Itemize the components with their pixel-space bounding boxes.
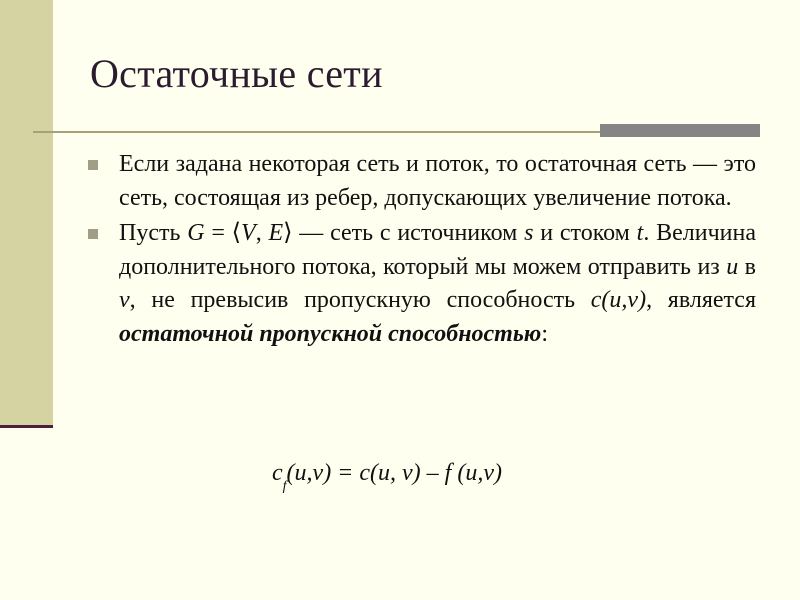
left-decor-line	[0, 425, 53, 428]
math-var-g: G	[187, 220, 205, 246]
math-var-v: V	[241, 220, 256, 246]
bullet-text: Если задана некоторая сеть и поток, то остаточная сеть — это сеть, состоящая из ребер, допускающих увеличение потока.	[119, 151, 756, 211]
square-bullet-icon	[88, 160, 98, 170]
divider-accent-block	[600, 124, 760, 137]
math-var-e: E	[268, 220, 284, 246]
residual-capacity-formula: $c_f(u,v) = c(u$, v) – f (u,v)	[272, 460, 502, 494]
math-var-v-lower: v	[119, 287, 130, 313]
math-var-u: u	[726, 253, 739, 280]
math-var-t: t	[636, 220, 644, 246]
emphasized-term: остаточной пропускной способностью	[119, 320, 542, 347]
slide-body	[88, 148, 756, 353]
math-var-s: s	[524, 220, 534, 246]
bullet-text: Пусть G = ⟨V, E⟩ — сеть с источником s и стоком t. Величина дополнительного потока, который мы можем отправить из u в v, не превысив пропускную способность c(u,v), является остаточной пропускной способностью:	[119, 220, 757, 347]
square-bullet-icon	[88, 229, 98, 239]
math-capacity: c(u,v)	[590, 287, 647, 313]
left-decor-band	[0, 0, 53, 428]
bullet-item-2	[88, 217, 756, 351]
bullet-item-1	[88, 148, 756, 215]
slide-title: Остаточные сети	[90, 51, 383, 96]
